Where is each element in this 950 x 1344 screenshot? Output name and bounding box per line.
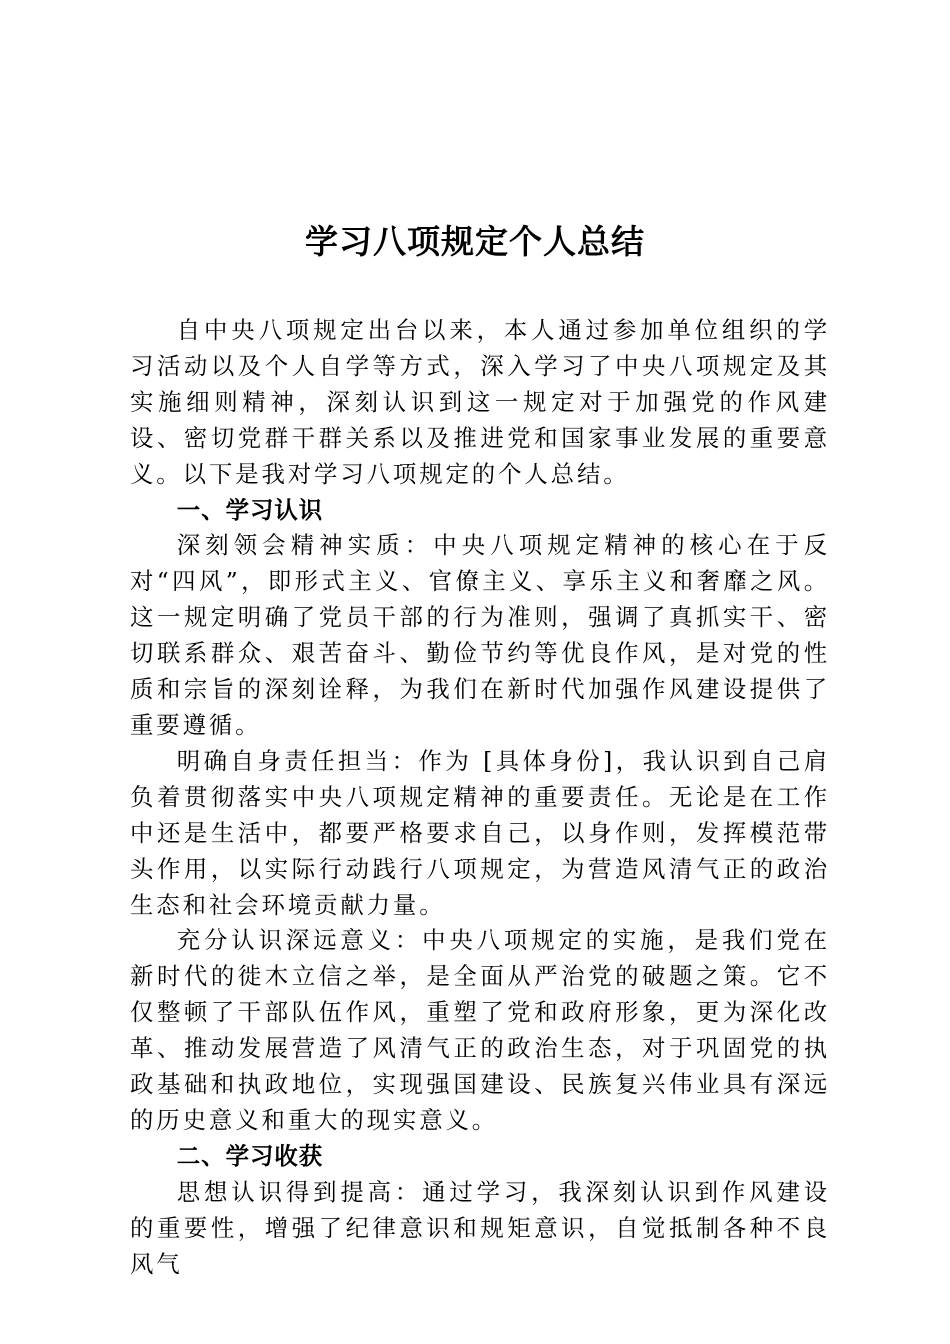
section-heading-learning-gains: 二、学习收获	[176, 1141, 324, 1170]
paragraph-significance: 充分认识深远意义：中央八项规定的实施，是我们党在新时代的徙木立信之举，是全面从严治党的破题之策。它不仅整顿了干部队伍作风，重塑了党和政府形象，更为深化改革、推动发展营造了风清气正的政治生态，对于巩固党的执政基础和执政地位，实现强国建设、民族复兴伟业具有深远的历史意义和重大的现实意义。	[130, 926, 830, 1134]
paragraph-responsibility: 明确自身责任担当：作为 [具体身份]，我认识到自己肩负着贯彻落实中央八项规定精神的重要责任。无论是在工作中还是生活中，都要严格要求自己，以身作则，发挥模范带头作用，以实际行动践行八项规定，为营造风清气正的政治生态和社会环境贡献力量。	[130, 746, 830, 919]
document-title: 学习八项规定个人总结	[305, 222, 645, 261]
paragraph-ideological-improvement: 思想认识得到提高：通过学习，我深刻认识到作风建设的重要性，增强了纪律意识和规矩意识，自觉抵制各种不良风气	[130, 1177, 830, 1278]
document-body	[130, 313, 830, 1282]
intro-paragraph: 自中央八项规定出台以来，本人通过参加单位组织的学习活动以及个人自学等方式，深入学习了中央八项规定及其实施细则精神，深刻认识到这一规定对于加强党的作风建设、密切党群干群关系以及推进党和国家事业发展的重要意义。以下是我对学习八项规定的个人总结。	[130, 316, 830, 488]
section-heading-learning-understanding: 一、学习认识	[176, 495, 324, 524]
paragraph-grasp-essence: 深刻领会精神实质：中央八项规定精神的核心在于反对“四风”，即形式主义、官僚主义、享乐主义和奢靡之风。这一规定明确了党员干部的行为准则，强调了真抓实干、密切联系群众、艰苦奋斗、勤俭节约等优良作风，是对党的性质和宗旨的深刻诠释，为我们在新时代加强作风建设提供了重要遵循。	[130, 531, 830, 739]
